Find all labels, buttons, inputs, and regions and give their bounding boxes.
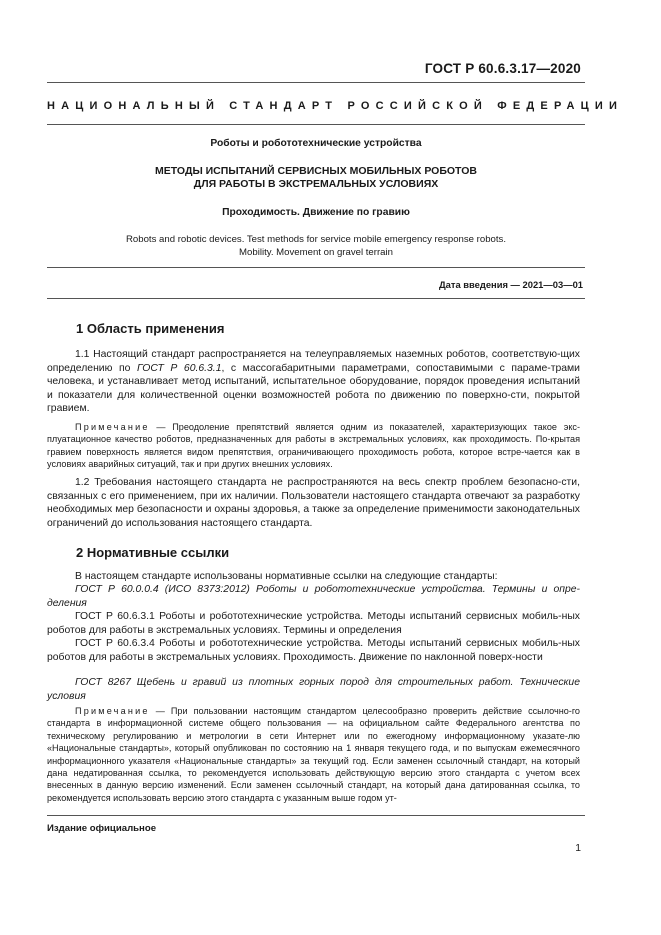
national-standard-banner: НАЦИОНАЛЬНЫЙ СТАНДАРТ РОССИЙСКОЙ ФЕДЕРАЦИИ bbox=[47, 100, 624, 112]
date-rule bbox=[47, 298, 585, 299]
section2-heading: 2 Нормативные ссылки bbox=[76, 545, 230, 560]
section1-paragraph-2: 1.2 Требования настоящего стандарта не распространяются на весь спектр проблем безопасно-сти, связанных с его применением, при их наличии. Пользователи настоящего стандарта отвечают за разработку необходимых мер безопасности и охраны здоровья, а также за определение применимости законодательных ограничений до использования настоящего стандарта. bbox=[47, 477, 580, 529]
intro-date: Дата введения — 2021—03—01 bbox=[438, 279, 583, 290]
section2-reference-3: ГОСТ Р 60.6.3.4 Роботы и робототехнические устройства. Методы испытаний сервисных мобиль-ных роботов для работы в экстремальных условиях. Проходимость. Движение по наклонной поверх-ности bbox=[47, 638, 580, 663]
note-text: — Преодоление препятствий является одним из показателей, характеризующих такое экс-плуатационное качество роботов, предназначенных для работы в экстремальных условиях, как проходимость. По-крытая гравием поверхность является видом препятствия, ограничивающего проходимость робота, которое встре-чается как в условиях аварийных ситуаций, так и при других внешних условиях. bbox=[47, 422, 580, 470]
title-main-line1: МЕТОДЫ ИСПЫТАНИЙ СЕРВИСНЫХ МОБИЛЬНЫХ РОБОТОВ bbox=[155, 165, 477, 177]
title-rule bbox=[47, 267, 585, 268]
section1-paragraph-1 bbox=[47, 348, 580, 416]
page-number: 1 bbox=[575, 843, 581, 854]
section1-heading: 1 Область применения bbox=[76, 321, 225, 336]
title-part: Проходимость. Движение по гравию bbox=[222, 207, 410, 218]
section2-reference-2: ГОСТ Р 60.6.3.1 Роботы и робототехнические устройства. Методы испытаний сервисных мобиль-ных роботов для работы в экстремальных условиях. Термины и определения bbox=[47, 611, 580, 636]
english-title-line1: Robots and robotic devices. Test methods for service mobile emergency response robots. bbox=[125, 234, 507, 245]
note-label: Примечание bbox=[75, 422, 150, 432]
footer-rule bbox=[47, 815, 585, 816]
top-rule bbox=[47, 82, 585, 83]
section2-intro: В настоящем стандарте использованы нормативные ссылки на следующие стандарты: bbox=[75, 571, 498, 582]
section2-reference-1: ГОСТ Р 60.0.0.4 (ИСО 8373:2012) Роботы и робототехнические устройства. Термины и опре-деления bbox=[47, 584, 580, 609]
p1-text-a: 1.1 Настоящий стандарт распространяется на телеуправляемых наземных роботов, соответствую-щих определению по bbox=[47, 349, 580, 374]
section1-note bbox=[47, 421, 580, 471]
edition-label: Издание официальное bbox=[47, 823, 157, 834]
banner-rule bbox=[47, 124, 585, 125]
title-main bbox=[47, 165, 585, 191]
gost-number: ГОСТ Р 60.6.3.17—2020 bbox=[424, 61, 581, 76]
title-main-line2: ДЛЯ РАБОТЫ В ЭКСТРЕМАЛЬНЫХ УСЛОВИЯХ bbox=[193, 178, 439, 190]
note-text-2: — При пользовании настоящим стандартом целесообразно проверить действие ссылочно-го стандарта в информационной системе общего пользования — на официальном сайте Федерального агентства по техническому регулированию и метрологии в сети Интернет или по ежегодному информационному указате-лю «Национальные стандарты», который опубликован по состоянию на 1 января текущего года, и по выпускам ежемесячного информационного указателя «Национальные стандарты» за текущий год. Если заменен ссылочный стандарт, на который дана недатированная ссылка, то рекомендуется использовать действующую версию этого стандарта с учетом всех внесенных в данную версию изменений. Если заменен ссылочный стандарт, на который дана датированная ссылка, то рекомендуется использовать версию этого стандарта с указанным выше годом ут- bbox=[47, 706, 580, 803]
english-title-line2: Mobility. Movement on gravel terrain bbox=[239, 246, 393, 258]
p1-reference: ГОСТ Р 60.6.3.1 bbox=[136, 362, 222, 374]
section2-note bbox=[47, 705, 580, 804]
note-label-2: Примечание bbox=[75, 706, 150, 716]
section2-reference-4: ГОСТ 8267 Щебень и гравий из плотных горных пород для строительных работ. Технические условия bbox=[47, 677, 580, 702]
title-subject: Роботы и робототехнические устройства bbox=[210, 138, 422, 149]
p1-text-b: , с массогабаритными параметрами, сопоставимыми с параме-трами человека, и устанавливает метод испытаний, испытательное оборудование, порядок проведения испытаний и показатели для количественной оценки возможностей робота по движению по поверхно-сти, покрытой гравием. bbox=[47, 362, 580, 415]
english-title bbox=[47, 234, 585, 259]
